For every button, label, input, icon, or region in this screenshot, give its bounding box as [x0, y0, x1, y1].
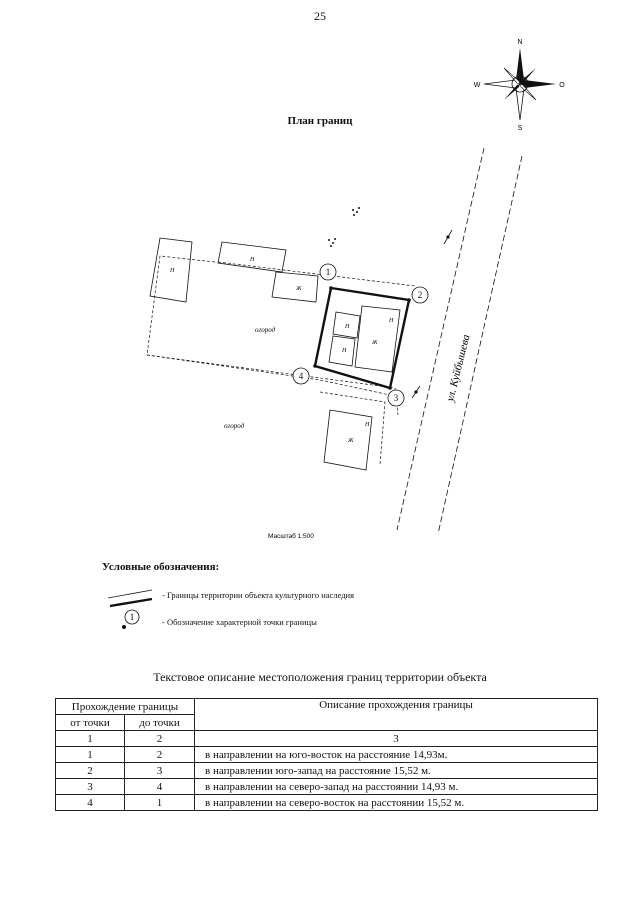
lot-outline-middle — [147, 355, 390, 395]
compass-north-label: N — [517, 39, 523, 46]
building-mark: Ж — [296, 286, 302, 292]
compass-west-label: W — [473, 82, 481, 89]
heritage-boundary — [315, 288, 409, 388]
header-to: до точки — [125, 715, 195, 731]
table-cell: в направлении юго-запад на расстояние 15,52 м. — [195, 763, 598, 779]
compass-east-label: O — [559, 82, 565, 89]
compass-south-label: S — [517, 125, 523, 132]
garden-label: огород — [224, 422, 245, 430]
table-cell: в направлении на юго-восток на расстояние 14,93м. — [195, 747, 598, 763]
table-cell: 1 — [56, 747, 125, 763]
legend-point-description: - Обозначение характерной точки границы — [162, 617, 317, 627]
legend-point-icon — [122, 610, 139, 629]
table-row — [56, 747, 598, 763]
page-number: 25 — [314, 9, 326, 23]
table-row — [56, 779, 598, 795]
legend-boundary-line-icon — [108, 590, 152, 606]
building-mark: Ж — [348, 438, 354, 444]
scale-label: Масштаб 1:500 — [268, 533, 314, 540]
table-row — [56, 795, 598, 811]
table-row — [56, 763, 598, 779]
street-label: ул. Куйбышева — [444, 333, 473, 403]
building-mark: Н — [250, 257, 255, 263]
table-cell: 2 — [56, 763, 125, 779]
building-mark: Н — [342, 348, 347, 354]
table-cell: 3 — [125, 763, 195, 779]
building-outline — [272, 272, 318, 302]
building-mark: Н — [170, 268, 175, 274]
legend-title: Условные обозначения: — [102, 561, 220, 573]
plan-title: План границ — [287, 115, 353, 127]
legend-point-sample: 1 — [129, 612, 135, 622]
header-passage: Прохождение границы — [56, 699, 195, 715]
table-cell: 3 — [195, 731, 598, 747]
street-line-right — [438, 156, 522, 534]
boundary-point-label: 2 — [417, 290, 423, 300]
table-cell: 4 — [125, 779, 195, 795]
building-mark: Ж — [372, 340, 378, 346]
building-outline — [355, 306, 400, 372]
table-title: Текстовое описание местоположения границ территории объекта — [153, 670, 487, 684]
building-mark: Н — [365, 422, 370, 428]
survey-mark-icon — [328, 207, 360, 247]
garden-label: огород — [255, 326, 276, 334]
table-cell: 2 — [125, 731, 195, 747]
boundary-point-label: 3 — [393, 393, 399, 403]
boundary-point-label: 1 — [325, 267, 331, 277]
table-number-row — [56, 731, 598, 747]
direction-arrow-icon — [412, 230, 452, 398]
lot-outline-north — [218, 262, 415, 286]
boundary-description-table — [55, 698, 598, 811]
header-description: Описание прохождения границы — [195, 699, 598, 731]
table-cell: 2 — [125, 747, 195, 763]
building-mark: Н — [345, 324, 350, 330]
lot-outline-south — [320, 392, 385, 465]
table-cell: 1 — [56, 731, 125, 747]
table-cell: в направлении на северо-восток на расстоянии 15,52 м. — [195, 795, 598, 811]
legend-boundary-description: - Границы территории объекта культурного наследия — [162, 590, 354, 600]
table-cell: в направлении на северо-запад на расстоянии 14,93 м. — [195, 779, 598, 795]
building-mark: Н — [389, 318, 394, 324]
table-cell: 3 — [56, 779, 125, 795]
lot-outline — [147, 256, 398, 415]
header-from: от точки — [56, 715, 125, 731]
table-cell: 1 — [125, 795, 195, 811]
table-cell: 4 — [56, 795, 125, 811]
boundary-point-label: 4 — [298, 371, 304, 381]
